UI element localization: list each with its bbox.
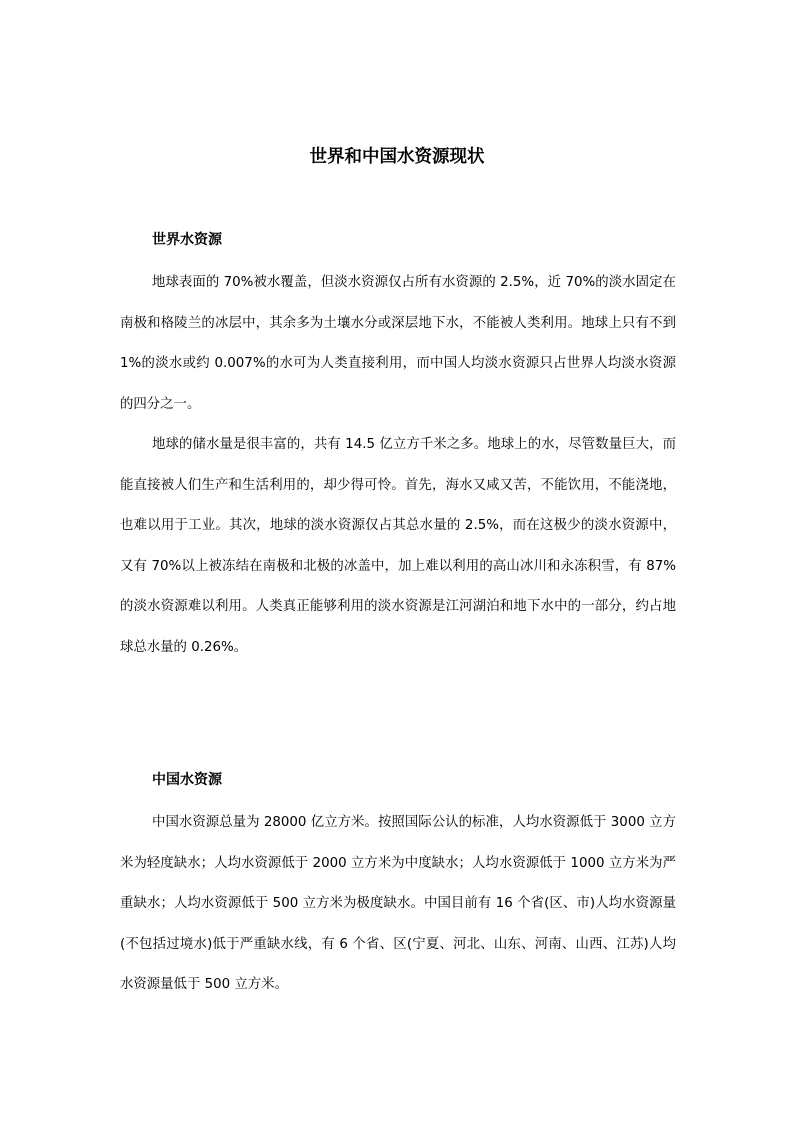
paragraph-world-water-1: 地球表面的 70%被水覆盖，但淡水资源仅占所有水资源的 2.5%，近 70%的淡水固定在南极和格陵兰的冰层中，其余多为土壤水分或深层地下水，不能被人类利用。地球上只有不到 1%的淡水或约 0.007%的水可为人类直接利用，而中国人均淡水资源只占世界人均淡水资源的四分之一。	[120, 275, 676, 412]
paragraph-china-water-1: 中国水资源总量为 28000 亿立方米。按照国际公认的标准，人均水资源低于 3000 立方米为轻度缺水；人均水资源低于 2000 立方米为中度缺水；人均水资源低于 1000 立方米为严重缺水；人均水资源低于 500 立方米为极度缺水。中国目前有 16 个省(区、市)人均水资源量(不包括过境水)低于严重缺水线，有 6 个省、区(宁夏、河北、山东、河南、山西、江苏)人均水资源量低于 500 立方米。	[120, 815, 676, 992]
section-heading-china-water: 中国水资源	[152, 772, 222, 788]
page-title: 世界和中国水资源现状	[309, 147, 485, 167]
section-heading-world-water: 世界水资源	[152, 232, 222, 248]
paragraph-world-water-2: 地球的储水量是很丰富的，共有 14.5 亿立方千米之多。地球上的水，尽管数量巨大，而能直接被人们生产和生活利用的，却少得可怜。首先，海水又咸又苦，不能饮用，不能浇地，也难以用于工业。其次，地球的淡水资源仅占其总水量的 2.5%，而在这极少的淡水资源中，又有 70%以上被冻结在南极和北极的冰盖中，加上难以利用的高山冰川和永冻积雪，有 87%的淡水资源难以利用。人类真正能够利用的淡水资源是江河湖泊和地下水中的一部分，约占地球总水量的 0.26%。	[120, 437, 676, 655]
